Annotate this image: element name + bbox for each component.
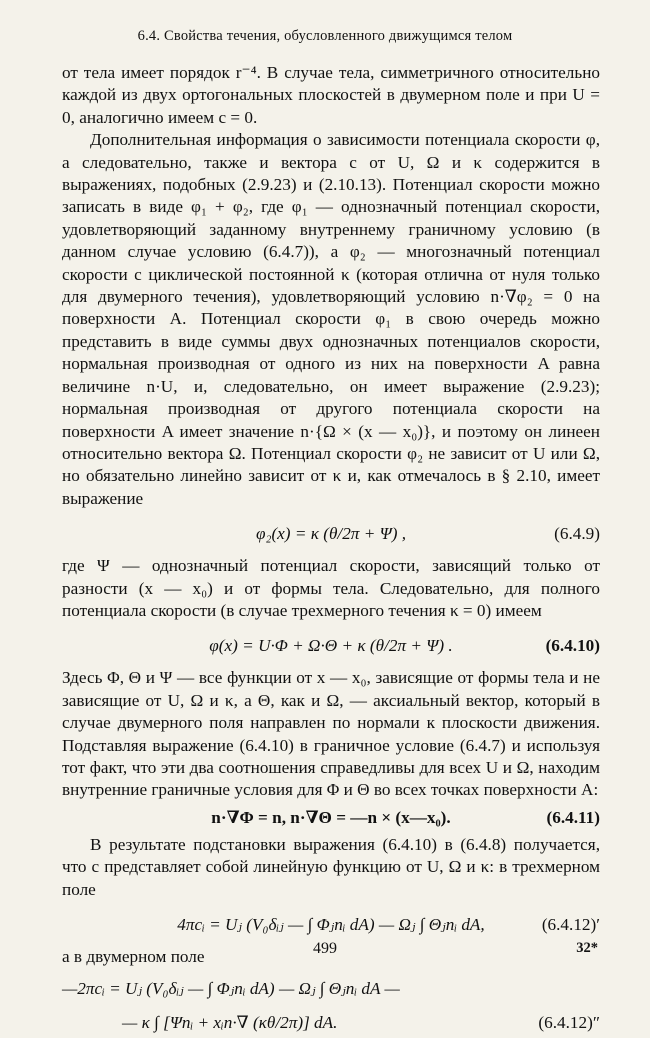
- equation-body: — κ ∫ [Ψnᵢ + xᵢn·∇ (κθ/2π)] dA.: [122, 1013, 338, 1033]
- equation-6-4-9: [62, 519, 600, 549]
- equation-body: —2πcᵢ = Uⱼ (V₀δᵢⱼ — ∫ Φⱼnᵢ dA) — Ωⱼ ∫ Θⱼnᵢ dA —: [62, 979, 400, 999]
- paragraph: а в двумерном поле: [62, 947, 205, 966]
- paragraph: Дополнительная информация о зависимости потенциала скорости φ, а следовательно, также и вектора c от U, Ω и κ содержится в выражениях, подобных (2.9.23) и (2.10.13). Потенциал скорости можно записать в виде φ₁ + φ₂, где φ₁ — однозначный потенциал скорости, удовлетворяющий заданному внутреннему граничному условию (в данном случае условию (6.4.7)), а φ₂ — многозначный потенциал скорости с циклической постоянной κ (которая отлична от нуля только для двумерного течения), удовлетворяющий условию n·∇φ₂ = 0 на поверхности A. Потенциал скорости φ₁ в свою очередь можно представить в виде суммы двух однозначных потенциалов скорости, нормальная производная от одного из них на поверхности A равна величине n·U, и, следовательно, он имеет выражение (2.9.23); нормальная производная от другого потенциала скорости на поверхности A имеет значение n·{Ω × (x — x₀)}, и поэтому он линеен относительно вектора Ω. Потенциал скорости φ₂ не зависит от U или Ω, но обязательно линейно зависит от κ и, как отмечалось в § 2.10, имеет выражение: [62, 130, 600, 508]
- equation-6-4-11: [62, 806, 600, 830]
- running-header: 6.4. Свойства течения, обусловленного движущимся телом: [137, 28, 513, 44]
- equation-number: (6.4.12)″: [538, 1013, 600, 1033]
- signature-mark: 32*: [576, 940, 598, 956]
- equation-number: (6.4.12)′: [541, 915, 600, 934]
- page-number: 499: [313, 940, 337, 957]
- equation-6-4-10: [62, 631, 600, 661]
- paragraph: Здесь Φ, Θ и Ψ — все функции от x — x₀, зависящие от формы тела и не зависящие от U, Ω и κ, а Θ, как и Ω, — аксиальный вектор, который в случае двумерного поля направлен по нормали к плоскости движения. Подставляя выражение (6.4.10) в граничное условие (6.4.7) и используя тот факт, что эти два соотношения справедливы для всех U и Ω, находим внутренние граничные условия для Φ и Θ во всех точках поверхности A:: [62, 668, 600, 800]
- paragraph: В результате подстановки выражения (6.4.10) в (6.4.8) получается, что c представляет собой линейную функцию от U, Ω и κ: в трехмерном поле: [62, 834, 600, 899]
- equation-body: φ₂(x) = κ (θ/2π + Ψ) ,: [255, 524, 407, 544]
- paragraph: от тела имеет порядок r⁻⁴. В случае тела, симметричного относительно каждой из двух ортогональных плоскостей в двумерном поле и при U = 0, аналогично имеем c = 0.: [62, 63, 600, 127]
- paragraph: где Ψ — однозначный потенциал скорости, зависящий только от разности (x — x₀) и от формы тела. Следовательно, для полного потенциала скорости (в случае трехмерного течения κ = 0) имеем: [62, 556, 600, 620]
- equation-body: 4πcᵢ = Uⱼ (V₀δᵢⱼ — ∫ Φⱼnᵢ dA) — Ωⱼ ∫ Θⱼnᵢ dA,: [177, 915, 485, 934]
- equation-number: (6.4.11): [546, 807, 600, 827]
- equation-number: (6.4.9): [554, 524, 600, 544]
- equation-6-4-12-2d-line2: [62, 1008, 600, 1038]
- equation-number: (6.4.10): [545, 636, 600, 656]
- page-body: [62, 62, 600, 1038]
- equation-6-4-12-3d: [62, 910, 600, 940]
- equation-body: φ(x) = U·Φ + Ω·Θ + κ (θ/2π + Ψ) .: [209, 636, 453, 656]
- equation-body: n·∇Φ = n, n·∇Θ = —n × (x—x₀).: [211, 807, 451, 827]
